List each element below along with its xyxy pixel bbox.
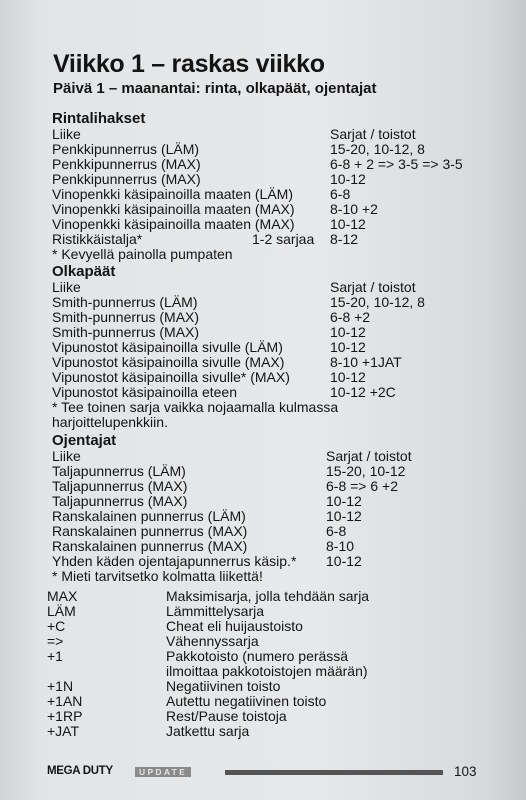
- exercise-name: Vipunostot käsipainoilla sivulle (MAX): [52, 354, 285, 370]
- column-header-sets: Sarjat / toistot: [330, 126, 416, 142]
- exercise-sets-reps: 10-12: [326, 508, 362, 524]
- legend-description: Jatkettu sarja: [166, 723, 250, 739]
- section-footnote: * Mieti tarvitsetko kolmatta liikettä!: [52, 568, 263, 584]
- section-heading: Olkapäät: [52, 263, 116, 280]
- brand-update-badge: UPDATE: [135, 767, 191, 777]
- legend-description: Lämmittelysarja: [166, 603, 265, 619]
- legend-key: +1: [47, 648, 63, 664]
- page-subtitle: Päivä 1 – maanantai: rinta, olkapäät, ojentajat: [53, 80, 377, 97]
- page-footer: [47, 765, 487, 781]
- abbreviation-legend: [47, 589, 467, 739]
- legend-description: Cheat eli huijaustoisto: [166, 618, 303, 634]
- column-header-row: [52, 280, 492, 295]
- page-number: 103: [454, 764, 477, 779]
- exercise-sets-reps: 10-12: [330, 339, 366, 355]
- exercise-row: [52, 370, 492, 385]
- exercise-name: Yhden käden ojentajapunnerrus käsip.*: [52, 553, 297, 569]
- exercise-sets-reps: 10-12 +2C: [330, 384, 396, 400]
- exercise-name: Ristikkäistalja*: [52, 231, 143, 247]
- page-shadow: [486, 0, 526, 800]
- exercise-sets-reps: 10-12: [330, 216, 366, 232]
- exercise-row: [52, 355, 492, 370]
- exercise-name: Smith-punnerrus (MAX): [52, 309, 200, 325]
- exercise-name: Penkkipunnerrus (LÄM): [52, 141, 200, 157]
- exercise-name: Ranskalainen punnerrus (MAX): [52, 523, 248, 539]
- exercise-name: Vipunostot käsipainoilla sivulle* (MAX): [52, 369, 290, 385]
- exercise-name: Vinopenkki käsipainoilla maaten (MAX): [52, 216, 295, 232]
- exercise-row: [52, 385, 492, 400]
- section-footnote: * Tee toinen sarja vaikka nojaamalla kulmassa: [52, 399, 339, 415]
- exercise-row: [52, 494, 492, 509]
- legend-row: [47, 724, 467, 739]
- legend-key: +JAT: [47, 723, 80, 739]
- exercise-sets-count: 1-2 sarjaa: [252, 231, 315, 247]
- exercise-name: Vinopenkki käsipainoilla maaten (LÄM): [52, 186, 293, 202]
- exercise-row: [52, 232, 492, 247]
- exercise-name: Penkkipunnerrus (MAX): [52, 171, 201, 187]
- column-header-exercise: Liike: [52, 126, 81, 142]
- exercise-sets-reps: 6-8 +2: [330, 309, 371, 325]
- exercise-name: Vipunostot käsipainoilla sivulle (LÄM): [52, 339, 283, 355]
- exercise-sets-reps: 15-20, 10-12: [326, 463, 406, 479]
- legend-row: [47, 604, 467, 619]
- exercise-row: [52, 554, 492, 569]
- column-header-row: [52, 127, 492, 142]
- exercise-sets-reps: 15-20, 10-12, 8: [330, 294, 425, 310]
- legend-key: +1AN: [47, 693, 83, 709]
- column-header-exercise: Liike: [52, 279, 81, 295]
- legend-key: +C: [47, 618, 66, 634]
- exercise-row: [52, 172, 492, 187]
- legend-key: =>: [47, 633, 64, 649]
- exercise-sets-reps: 10-12: [330, 369, 366, 385]
- exercise-sets-reps: 6-8: [326, 523, 347, 539]
- exercise-row: [52, 187, 492, 202]
- legend-row: [47, 589, 467, 604]
- exercise-row: [52, 325, 492, 340]
- legend-description: Maksimisarja, jolla tehdään sarja: [166, 588, 370, 604]
- section-footnote: harjoittelupenkkiin.: [52, 414, 168, 430]
- legend-key: +1N: [47, 678, 74, 694]
- legend-key: MAX: [47, 588, 78, 604]
- column-header-row: [52, 449, 492, 464]
- exercise-name: Taljapunnerrus (MAX): [52, 493, 188, 509]
- exercise-row: [52, 217, 492, 232]
- section-olkapaat: [52, 263, 492, 430]
- exercise-sets-reps: 8-10 +1JAT: [330, 354, 402, 370]
- exercise-sets-reps: 10-12: [326, 553, 362, 569]
- exercise-sets-reps: 10-12: [326, 493, 362, 509]
- exercise-row: [52, 509, 492, 524]
- exercise-sets-reps: 10-12: [330, 324, 366, 340]
- exercise-row: [52, 464, 492, 479]
- legend-row: [47, 679, 467, 694]
- exercise-row: [52, 479, 492, 494]
- legend-row: [47, 649, 467, 679]
- exercise-name: Smith-punnerrus (LÄM): [52, 294, 198, 310]
- legend-description: Negatiivinen toisto: [166, 678, 281, 694]
- exercise-sets-reps: 8-10: [326, 538, 355, 554]
- exercise-row: [52, 142, 492, 157]
- exercise-sets-reps: 10-12: [330, 171, 366, 187]
- exercise-name: Ranskalainen punnerrus (LÄM): [52, 508, 246, 524]
- section-heading: Ojentajat: [52, 432, 117, 449]
- column-header-sets: Sarjat / toistot: [330, 279, 416, 295]
- exercise-row: [52, 340, 492, 355]
- legend-row: [47, 634, 467, 649]
- section-footnote: * Kevyellä painolla pumpaten: [52, 246, 233, 262]
- exercise-name: Taljapunnerrus (LÄM): [52, 463, 186, 479]
- page-title: Viikko 1 – raskas viikko: [53, 50, 325, 78]
- section-ojentajat: [52, 432, 492, 584]
- exercise-name: Taljapunnerrus (MAX): [52, 478, 188, 494]
- exercise-sets-reps: 6-8 + 2 => 3-5 => 3-5: [330, 156, 463, 172]
- footer-rule: [225, 770, 443, 775]
- legend-row: [47, 619, 467, 634]
- exercise-sets-reps: 8-12: [330, 231, 359, 247]
- exercise-row: [52, 524, 492, 539]
- legend-row: [47, 709, 467, 724]
- exercise-name: Vinopenkki käsipainoilla maaten (MAX): [52, 201, 295, 217]
- column-header-exercise: Liike: [52, 448, 81, 464]
- legend-key: +1RP: [47, 708, 83, 724]
- exercise-row: [52, 295, 492, 310]
- exercise-row: [52, 310, 492, 325]
- legend-row: [47, 694, 467, 709]
- exercise-name: Ranskalainen punnerrus (MAX): [52, 538, 248, 554]
- legend-description: ilmoittaa pakkotoistojen määrän): [166, 663, 368, 679]
- exercise-row: [52, 202, 492, 217]
- exercise-row: [52, 539, 492, 554]
- exercise-sets-reps: 6-8 => 6 +2: [326, 478, 399, 494]
- exercise-sets-reps: 15-20, 10-12, 8: [330, 141, 425, 157]
- exercise-sets-reps: 8-10 +2: [330, 201, 378, 217]
- exercise-name: Penkkipunnerrus (MAX): [52, 156, 201, 172]
- section-rintalihakset: [52, 110, 492, 262]
- legend-description: Autettu negatiivinen toisto: [166, 693, 327, 709]
- exercise-name: Smith-punnerrus (MAX): [52, 324, 200, 340]
- column-header-sets: Sarjat / toistot: [326, 448, 412, 464]
- legend-description: Rest/Pause toistoja: [166, 708, 287, 724]
- legend-description: Vähennyssarja: [166, 633, 259, 649]
- section-heading: Rintalihakset: [52, 110, 146, 127]
- legend-key: LÄM: [47, 603, 76, 619]
- brand-name: MEGA DUTY: [47, 765, 113, 777]
- exercise-row: [52, 157, 492, 172]
- legend-description: Pakkotoisto (numero perässä: [166, 648, 349, 664]
- exercise-sets-reps: 6-8: [330, 186, 351, 202]
- exercise-name: Vipunostot käsipainoilla eteen: [52, 384, 237, 400]
